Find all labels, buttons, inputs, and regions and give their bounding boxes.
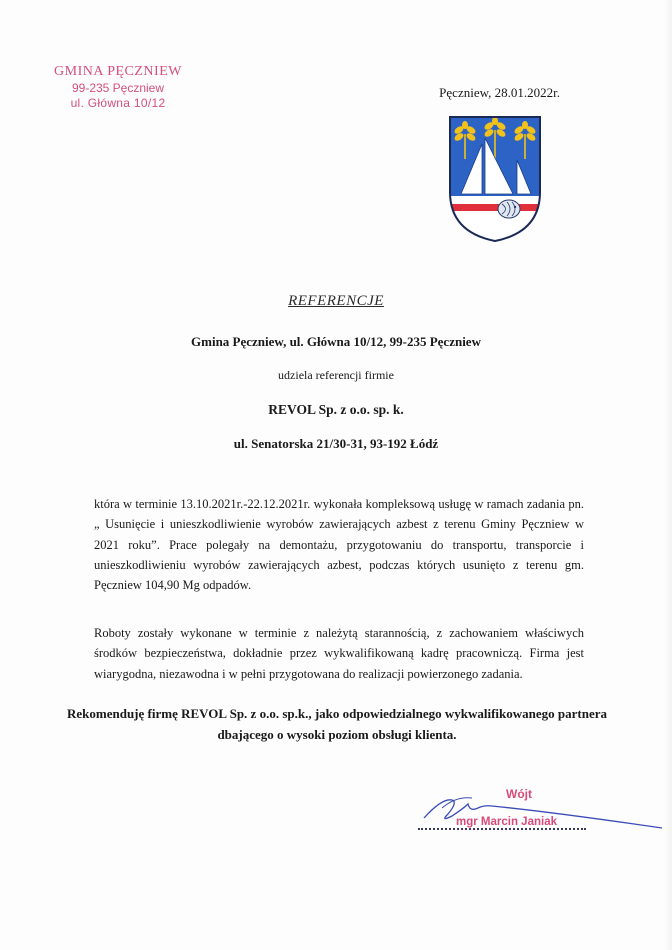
document-date: Pęczniew, 28.01.2022r. — [439, 85, 560, 100]
stamp-name: GMINA PĘCZNIEW — [54, 64, 182, 79]
stamp-postal: 99-235 Pęczniew — [71, 81, 165, 95]
coat-of-arms-icon — [447, 114, 543, 244]
document-title: REFERENCJE — [288, 293, 384, 309]
municipality-stamp — [48, 64, 188, 111]
company-name: REVOL Sp. z o.o. sp. k. — [268, 402, 404, 417]
body-paragraph-2: Roboty zostały wykonane w terminie z należytą starannością, z zachowaniem właściwych środków bezpieczeństwa, dokładnie przez wykwalifikowaną kadrę pracowniczą. Firma jest wiarygodna, niezawodna i w pełni przygotowana do realizacji powierzonego zadania. — [94, 626, 584, 681]
stamp-street: ul. Główna 10/12 — [70, 96, 166, 110]
issuer-line: Gmina Pęczniew, ul. Główna 10/12, 99-235 Pęczniew — [191, 334, 481, 349]
signature-name: mgr Marcin Janiak — [456, 816, 557, 828]
signature-role: Wójt — [506, 787, 532, 801]
recommendation-paragraph: Rekomenduję firmę REVOL Sp. z o.o. sp.k., jako odpowiedzialnego wykwalifikowanego partnera dbającego o wysoki poziom obsługi klienta. — [67, 706, 607, 742]
company-address: ul. Senatorska 21/30-31, 93-192 Łódź — [233, 436, 439, 451]
body-paragraph-1: która w terminie 13.10.2021r.-22.12.2021r. wykonała kompleksową usługę w ramach zadania pn. „ Usunięcie i unieszkodliwienie wyrobów zawierających azbest z terenu Gminy Pęczniew w 2021 roku”. Prace polegały na demontażu, przygotowaniu do transportu, transporcie i unieszkodliwieniu wyrobów zawierających azbest, podczas których usunięto z terenu gm. Pęczniew 104,90 Mg odpadów. — [94, 497, 584, 593]
handwritten-signature-icon — [412, 778, 662, 848]
signature-block — [412, 778, 662, 848]
intro-line: udziela referencji firmie — [278, 368, 394, 382]
signature-dotted-line — [418, 828, 586, 830]
